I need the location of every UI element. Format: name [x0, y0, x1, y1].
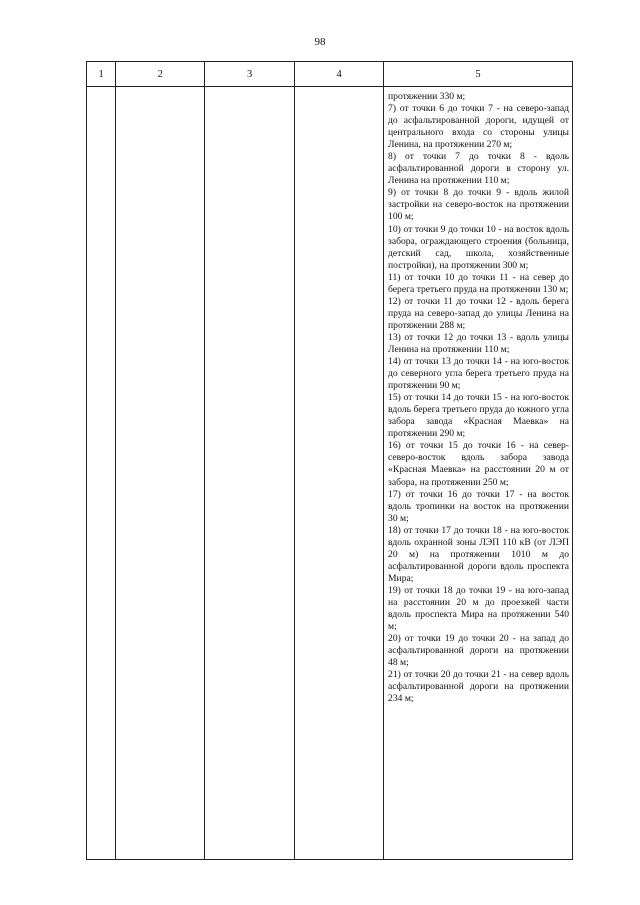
cell-col-3	[205, 87, 295, 860]
cell-col-5	[384, 87, 573, 860]
boundary-line: 8) от точки 7 до точки 8 - вдоль асфальтированной дороги в сторону ул. Ленина на протяжении 110 м;	[388, 151, 569, 187]
boundary-line: 17) от точки 16 до точки 17 - на восток вдоль тропинки на восток на протяжении 30 м;	[388, 488, 569, 524]
boundary-line: 7) от точки 6 до точки 7 - на северо-запад до асфальтированной дороги, идущей от центрального входа со стороны улицы Ленина, на протяжении 270 м;	[388, 103, 569, 151]
cell-col-4	[295, 87, 384, 860]
boundary-line: 14) от точки 13 до точки 14 - на юго-восток до северного угла берега третьего пруда на протяжении 90 м;	[388, 356, 569, 392]
cell-col-2	[116, 87, 205, 860]
cell-col-1	[87, 87, 116, 860]
column-header-5: 5	[384, 62, 573, 87]
column-header-2: 2	[116, 62, 205, 87]
boundary-line: 15) от точки 14 до точки 15 - на юго-восток вдоль берега третьего пруда до южного угла забора завода «Красная Маевка» на протяжении 290 м;	[388, 392, 569, 440]
boundary-line: 16) от точки 15 до точки 16 - на север-северо-восток вдоль забора завода «Красная Маевка» на расстоянии 20 м от забора, на протяжении 250 м;	[388, 440, 569, 488]
boundary-line: 9) от точки 8 до точки 9 - вдоль жилой застройки на северо-восток на протяжении 100 м;	[388, 187, 569, 223]
boundary-line: 11) от точки 10 до точки 11 - на север до берега третьего пруда на протяжении 130 м;	[388, 271, 569, 295]
boundary-table	[86, 61, 573, 860]
column-header-3: 3	[205, 62, 295, 87]
boundary-line: 19) от точки 18 до точки 19 - на юго-запад на расстоянии 20 м до проезжей части вдоль проспекта Мира на протяжении 540 м;	[388, 584, 569, 633]
table-row	[87, 87, 573, 860]
page-number: 98	[314, 36, 326, 48]
table-header-row	[87, 62, 573, 87]
boundary-line: 20) от точки 19 до точки 20 - на запад до асфальтированной дороги на протяжении 48 м;	[388, 633, 569, 669]
boundary-line: 12) от точки 11 до точки 12 - вдоль берега пруда на северо-запад до улицы Ленина на протяжении 288 м;	[388, 295, 569, 331]
column-header-1: 1	[87, 62, 116, 87]
boundary-description	[384, 87, 572, 707]
boundary-line: 21) от точки 20 до точки 21 - на север вдоль асфальтированной дороги на протяжении 234 м;	[388, 669, 569, 705]
boundary-line: протяжении 330 м;	[388, 91, 466, 102]
boundary-line: 18) от точки 17 до точки 18 - на юго-восток вдоль охранной зоны ЛЭП 110 кВ (от ЛЭП 20 м) на протяжении 1010 м до асфальтированной дороги вдоль проспекта Мира;	[388, 524, 569, 584]
boundary-line: 10) от точки 9 до точки 10 - на восток вдоль забора, ограждающего строения (больница, детский сад, школа, хозяйственные постройки), на протяжении 300 м;	[388, 223, 569, 271]
column-header-4: 4	[295, 62, 384, 87]
boundary-line: 13) от точки 12 до точки 13 - вдоль улицы Ленина на протяжении 110 м;	[388, 331, 569, 355]
